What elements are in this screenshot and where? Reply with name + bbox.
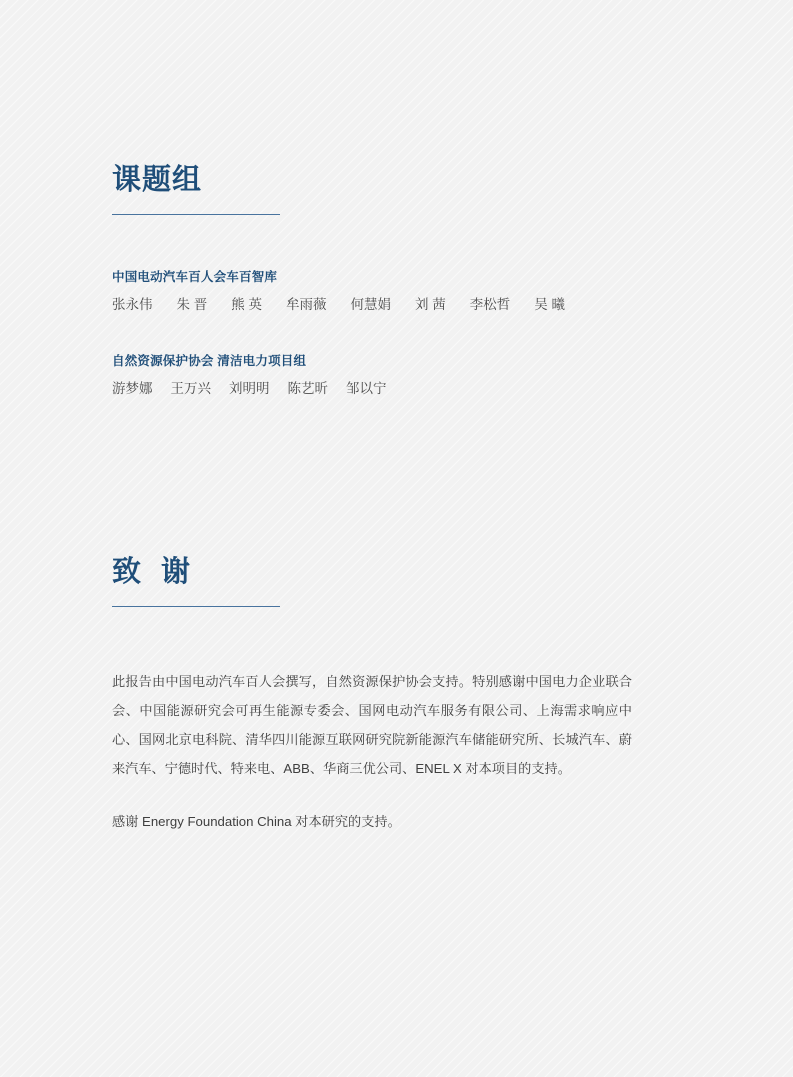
acknowledgement-heading-rule xyxy=(112,606,280,607)
acknowledgement-heading: 致 谢 xyxy=(112,556,197,588)
team-group-title: 中国电动汽车百人会车百智库 xyxy=(112,270,278,284)
member-name: 张永伟 xyxy=(112,297,153,312)
member-name: 邹以宁 xyxy=(346,381,387,396)
member-name: 牟雨薇 xyxy=(286,297,327,312)
member-name: 吴 曦 xyxy=(534,297,566,312)
team-group-title: 自然资源保护协会 清洁电力项目组 xyxy=(112,354,307,368)
member-name: 熊 英 xyxy=(231,297,263,312)
member-name: 刘明明 xyxy=(229,381,270,396)
member-name: 何慧娟 xyxy=(350,297,392,312)
member-name: 王万兴 xyxy=(170,381,211,396)
acknowledgement-paragraph: 此报告由中国电动汽车百人会撰写，自然资源保护协会支持。特别感谢中国电力企业联合会、中国能源研究会可再生能源专委会、国网电动汽车服务有限公司、上海需求响应中心、国网北京电科院、清华四川能源互联网研究院新能源汽车储能研究所、长城汽车、蔚来汽车、宁德时代、特来电、ABB、华商三优公司、ENEL X 对本项目的支持。 xyxy=(112,674,632,776)
member-name: 李松哲 xyxy=(469,297,511,312)
team-group-members xyxy=(112,293,712,317)
team-group xyxy=(112,351,712,401)
member-name: 刘 茜 xyxy=(415,297,446,312)
team-section xyxy=(112,160,712,401)
team-group-members xyxy=(112,377,712,401)
acknowledgement-paragraph: 感谢 Energy Foundation China 对本研究的支持。 xyxy=(112,814,401,829)
team-group xyxy=(112,267,712,317)
acknowledgement-section xyxy=(112,552,672,849)
member-name: 游梦娜 xyxy=(112,381,153,396)
team-section-heading: 课题组 xyxy=(112,164,203,196)
member-name: 陈艺昕 xyxy=(287,381,328,396)
member-name: 朱 晋 xyxy=(176,297,208,312)
team-heading-rule xyxy=(112,214,280,215)
